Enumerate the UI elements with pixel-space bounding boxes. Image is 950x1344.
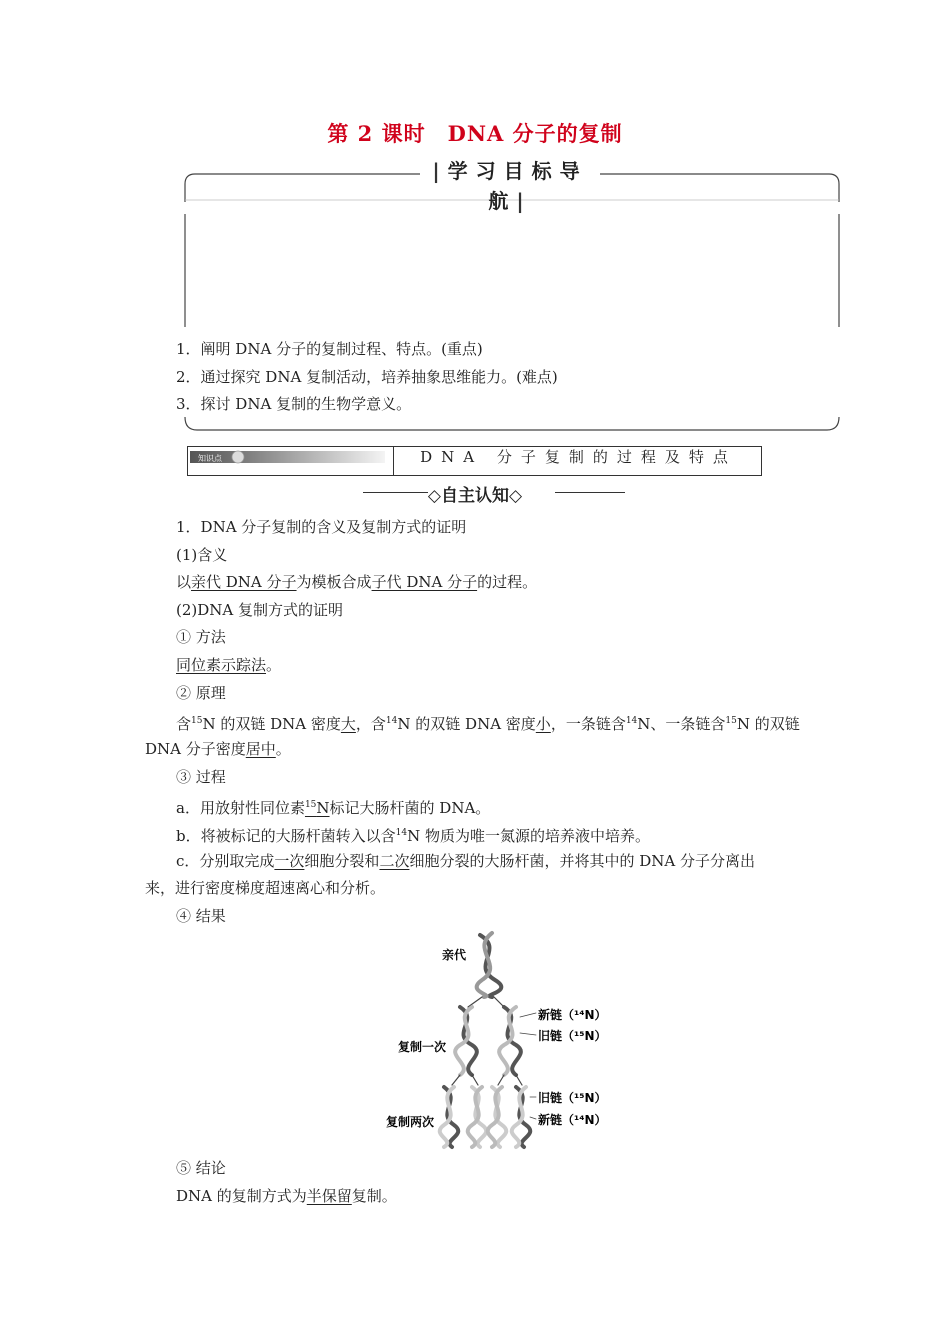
answer-density-low: 小 bbox=[535, 715, 551, 733]
label-gen2: 复制两次 bbox=[386, 1115, 435, 1129]
conclusion-heading: ⑤ 结论 bbox=[176, 1159, 226, 1177]
label-new-strand-2: 新链（¹⁴N） bbox=[538, 1113, 607, 1127]
answer-daughter-dna: 子代 DNA 分子 bbox=[371, 573, 478, 591]
principle-heading: ② 原理 bbox=[176, 684, 226, 702]
label-old-strand-2: 旧链（¹⁵N） bbox=[538, 1091, 607, 1105]
answer-twice: 二次 bbox=[379, 852, 410, 870]
knowledge-point-tag bbox=[190, 449, 390, 467]
answer-isotope: N bbox=[316, 799, 330, 817]
method-text: 同位素示踪法。 bbox=[176, 656, 282, 674]
process-c-line-2: 来，进行密度梯度超速离心和分析。 bbox=[145, 879, 386, 897]
svg-text:知识点: 知识点 bbox=[198, 454, 222, 463]
knowledge-point-divider bbox=[393, 446, 394, 476]
goal-1: 1．阐明 DNA 分子的复制过程、特点。(重点) bbox=[176, 340, 483, 358]
answer-once: 一次 bbox=[274, 852, 305, 870]
method-heading: ① 方法 bbox=[176, 628, 226, 646]
result-heading: ④ 结果 bbox=[176, 907, 226, 925]
learning-goals-label: |学习目标导航| bbox=[420, 156, 600, 186]
label-parent: 亲代 bbox=[442, 948, 467, 962]
answer-parent-dna: 亲代 DNA 分子 bbox=[191, 573, 297, 591]
label-gen1: 复制一次 bbox=[398, 1040, 447, 1054]
process-a: a．用放射性同位素$^{15}$N标记大肠杆菌的 DNA。 bbox=[176, 799, 491, 817]
section-heading: ◇自主认知◇ bbox=[427, 486, 523, 506]
process-c-line-1: c．分别取完成一次细胞分裂和二次细胞分裂的大肠杆菌，并将其中的 DNA 分子分离出 bbox=[176, 852, 755, 870]
process-heading: ③ 过程 bbox=[176, 768, 226, 786]
goal-2: 2．通过探究 DNA 复制活动，培养抽象思维能力。(难点) bbox=[176, 368, 558, 386]
principle-line-1: 含$^{15}$N 的双链 DNA 密度大，含$^{14}$N 的双链 DNA 密度小，一条链含$^{14}$N、一条链含$^{15}$N 的双链 bbox=[176, 715, 800, 733]
process-b: b．将被标记的大肠杆菌转入以含$^{14}$N 物质为唯一氮源的培养液中培养。 bbox=[176, 827, 650, 845]
answer-method: 同位素示踪法 bbox=[176, 656, 267, 674]
dna-replication-figure bbox=[380, 925, 620, 1150]
answer-density-high: 大 bbox=[340, 715, 356, 733]
subheading-meaning: (1)含义 bbox=[176, 546, 228, 564]
label-new-strand-1: 新链（¹⁴N） bbox=[538, 1008, 607, 1022]
answer-density-mid: 居中 bbox=[245, 740, 276, 758]
conclusion-text: DNA 的复制方式为半保留复制。 bbox=[176, 1187, 397, 1205]
goal-3: 3．探讨 DNA 复制的生物学意义。 bbox=[176, 395, 412, 413]
answer-semiconservative: 半保留 bbox=[306, 1187, 352, 1205]
subheading-proof: (2)DNA 复制方式的证明 bbox=[176, 601, 344, 619]
page-title: 第 2 课时 DNA 分子的复制 bbox=[327, 121, 623, 146]
knowledge-point-title: DNA 分子复制的过程及特点 bbox=[420, 448, 737, 466]
label-old-strand-1: 旧链（¹⁵N） bbox=[538, 1029, 607, 1043]
meaning-text: 以亲代 DNA 分子为模板合成子代 DNA 分子的过程。 bbox=[176, 573, 538, 591]
principle-line-2: DNA 分子密度居中。 bbox=[145, 740, 291, 758]
question-1: 1．DNA 分子复制的含义及复制方式的证明 bbox=[176, 518, 467, 536]
